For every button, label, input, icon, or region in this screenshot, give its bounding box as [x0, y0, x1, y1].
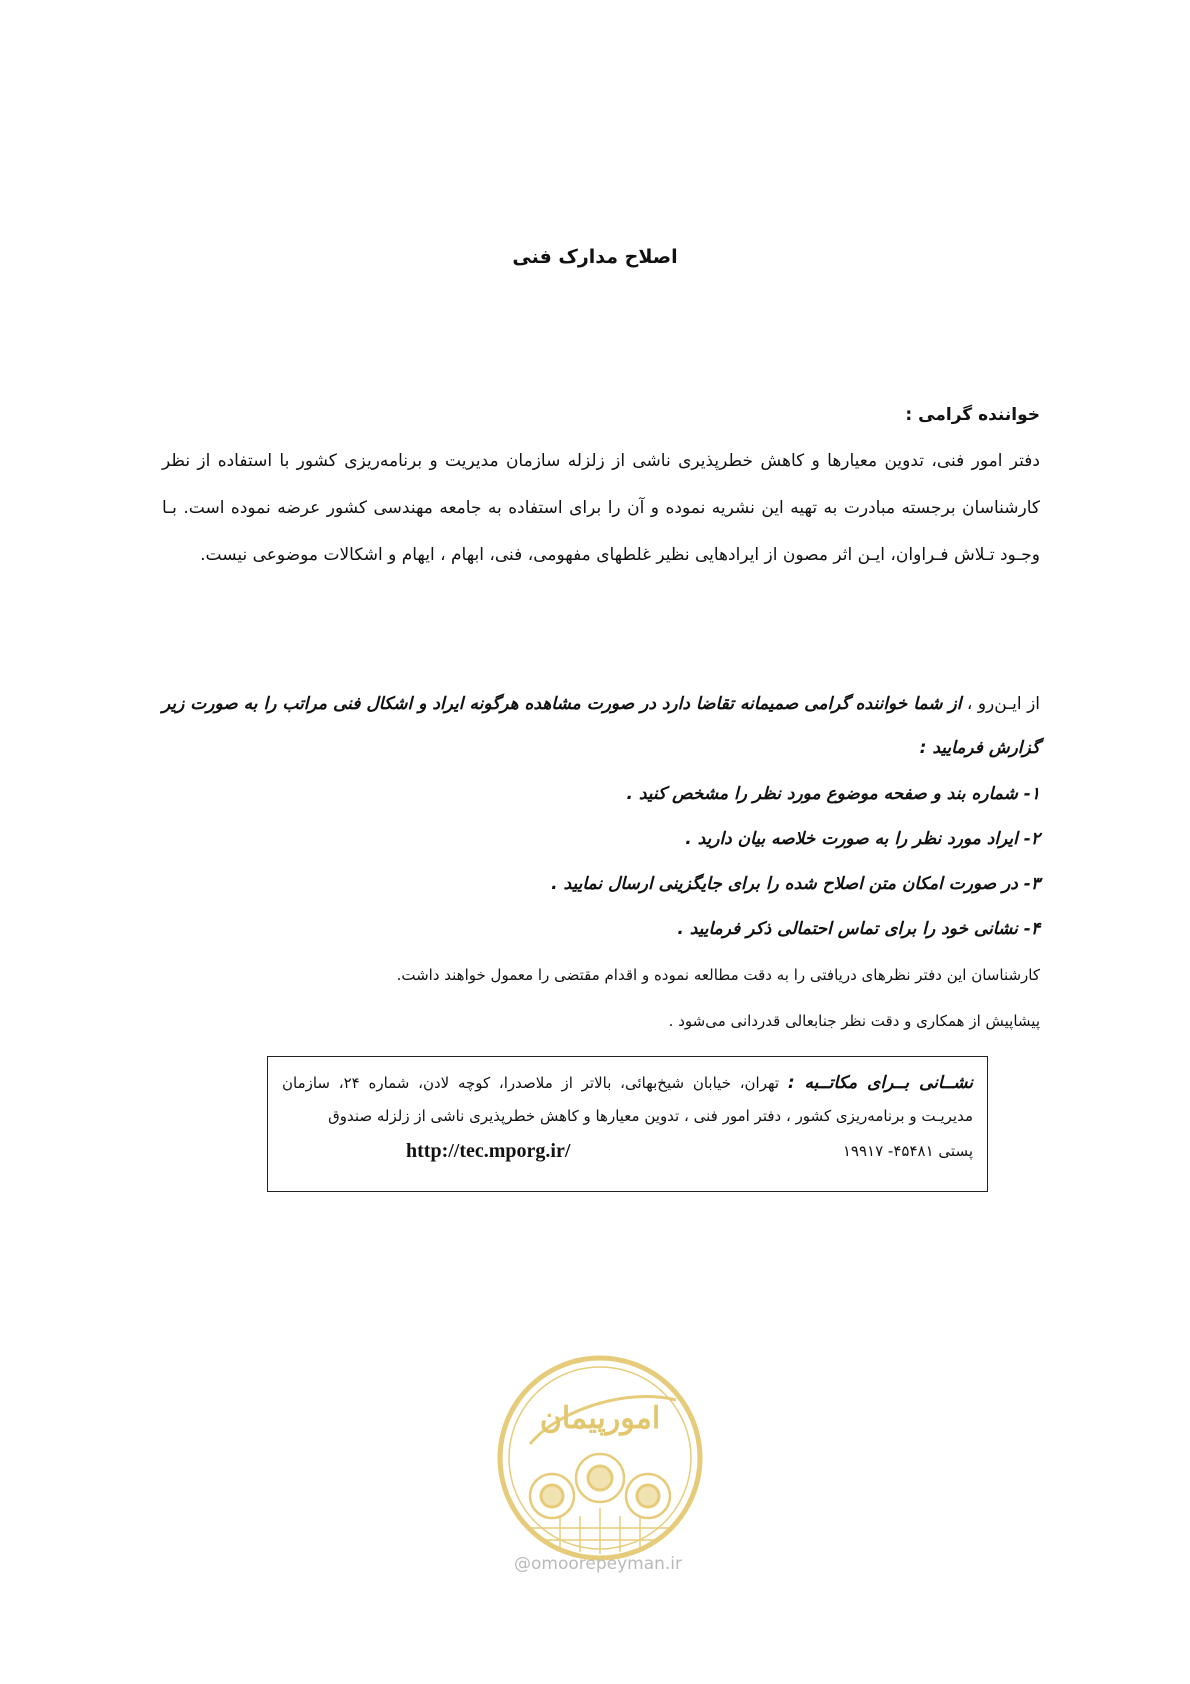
list-item: ۳- در صورت امکان متن اصلاح شده را برای جایگزینی ارسال نمایید . [551, 874, 1040, 894]
watermark-text: @omoorepeyman.ir [513, 1554, 683, 1574]
closing-line: پیشاپیش از همکاری و دقت نظر جنابعالی قدردانی می‌شود . [668, 1012, 1040, 1030]
request-emphasis: از شما خواننده گرامی صمیمانه تقاضا دارد در صورت مشاهده هرگونه ایراد و اشکال فنی مراتب را به صورت زیر گزارش فرمایید : [162, 694, 1040, 758]
intro-paragraph: دفتر امور فنی، تدوین معیارها و کاهش خطرپذیری ناشی از زلزله سازمان مدیریت و برنامه‌ریزی کشور با استفاده از نظر کارشناسان برجسته مبادرت به تهیه این نشریه نموده و آن را برای استفاده به جامعه مهندسی کشور عرضه نموده است. بـا وجـود تـلاش فـراوان، ایـن اثر مصون از ایرادهایی نظیر غلطهای مفهومی، فنی، ابهام ، ایهام و اشکالات موضوعی نیست. [162, 451, 1040, 565]
address-label: نشــانی بــرای مکاتــبه : [787, 1073, 973, 1093]
page-title: اصلاح مدارک فنی [512, 246, 678, 268]
list-item: ۱- شماره بند و صفحه موضوع مورد نظر را مشخص کنید . [626, 784, 1040, 804]
address-last-row [282, 1135, 973, 1165]
salutation: خواننده گرامی : [905, 405, 1040, 425]
instructions-list [162, 772, 1040, 952]
list-item: ۴- نشانی خود را برای تماس احتمالی ذکر فرمایید . [677, 919, 1040, 939]
list-item: ۲- ایراد مورد نظر را به صورت خلاصه بیان دارید . [685, 829, 1040, 849]
closing-line: کارشناسان این دفتر نظرهای دریافتی را به دقت مطالعه نموده و اقدام مقتضی را معمول خواهند داشت. [396, 966, 1040, 984]
address-body: تهران، خیابان شیخ‌بهائی، بالاتر از ملاصدرا، کوچه لادن، شماره ۲۴، سازمان مدیریـت و برنامه‌ریزی کشور ، دفتر امور فنی ، تدوین معیارها و کاهش خطرپذیری ناشی از زلزله صندوق [282, 1074, 973, 1125]
website-link[interactable]: http://tec.mporg.ir/ [406, 1140, 571, 1162]
emblem-icon [500, 1358, 700, 1558]
intro-section [162, 398, 1040, 579]
emblem-text: امورپیمان [539, 1401, 661, 1436]
address-box [267, 1056, 988, 1192]
postal-code: پستی ۴۵۴۸۱- ۱۹۹۱۷ [842, 1142, 973, 1160]
request-paragraph [162, 682, 1040, 770]
emblem-logo [490, 1348, 710, 1568]
address-text [282, 1067, 973, 1133]
request-prefix: از ایـن‌رو ، [966, 694, 1041, 714]
closing-section [162, 952, 1040, 1044]
